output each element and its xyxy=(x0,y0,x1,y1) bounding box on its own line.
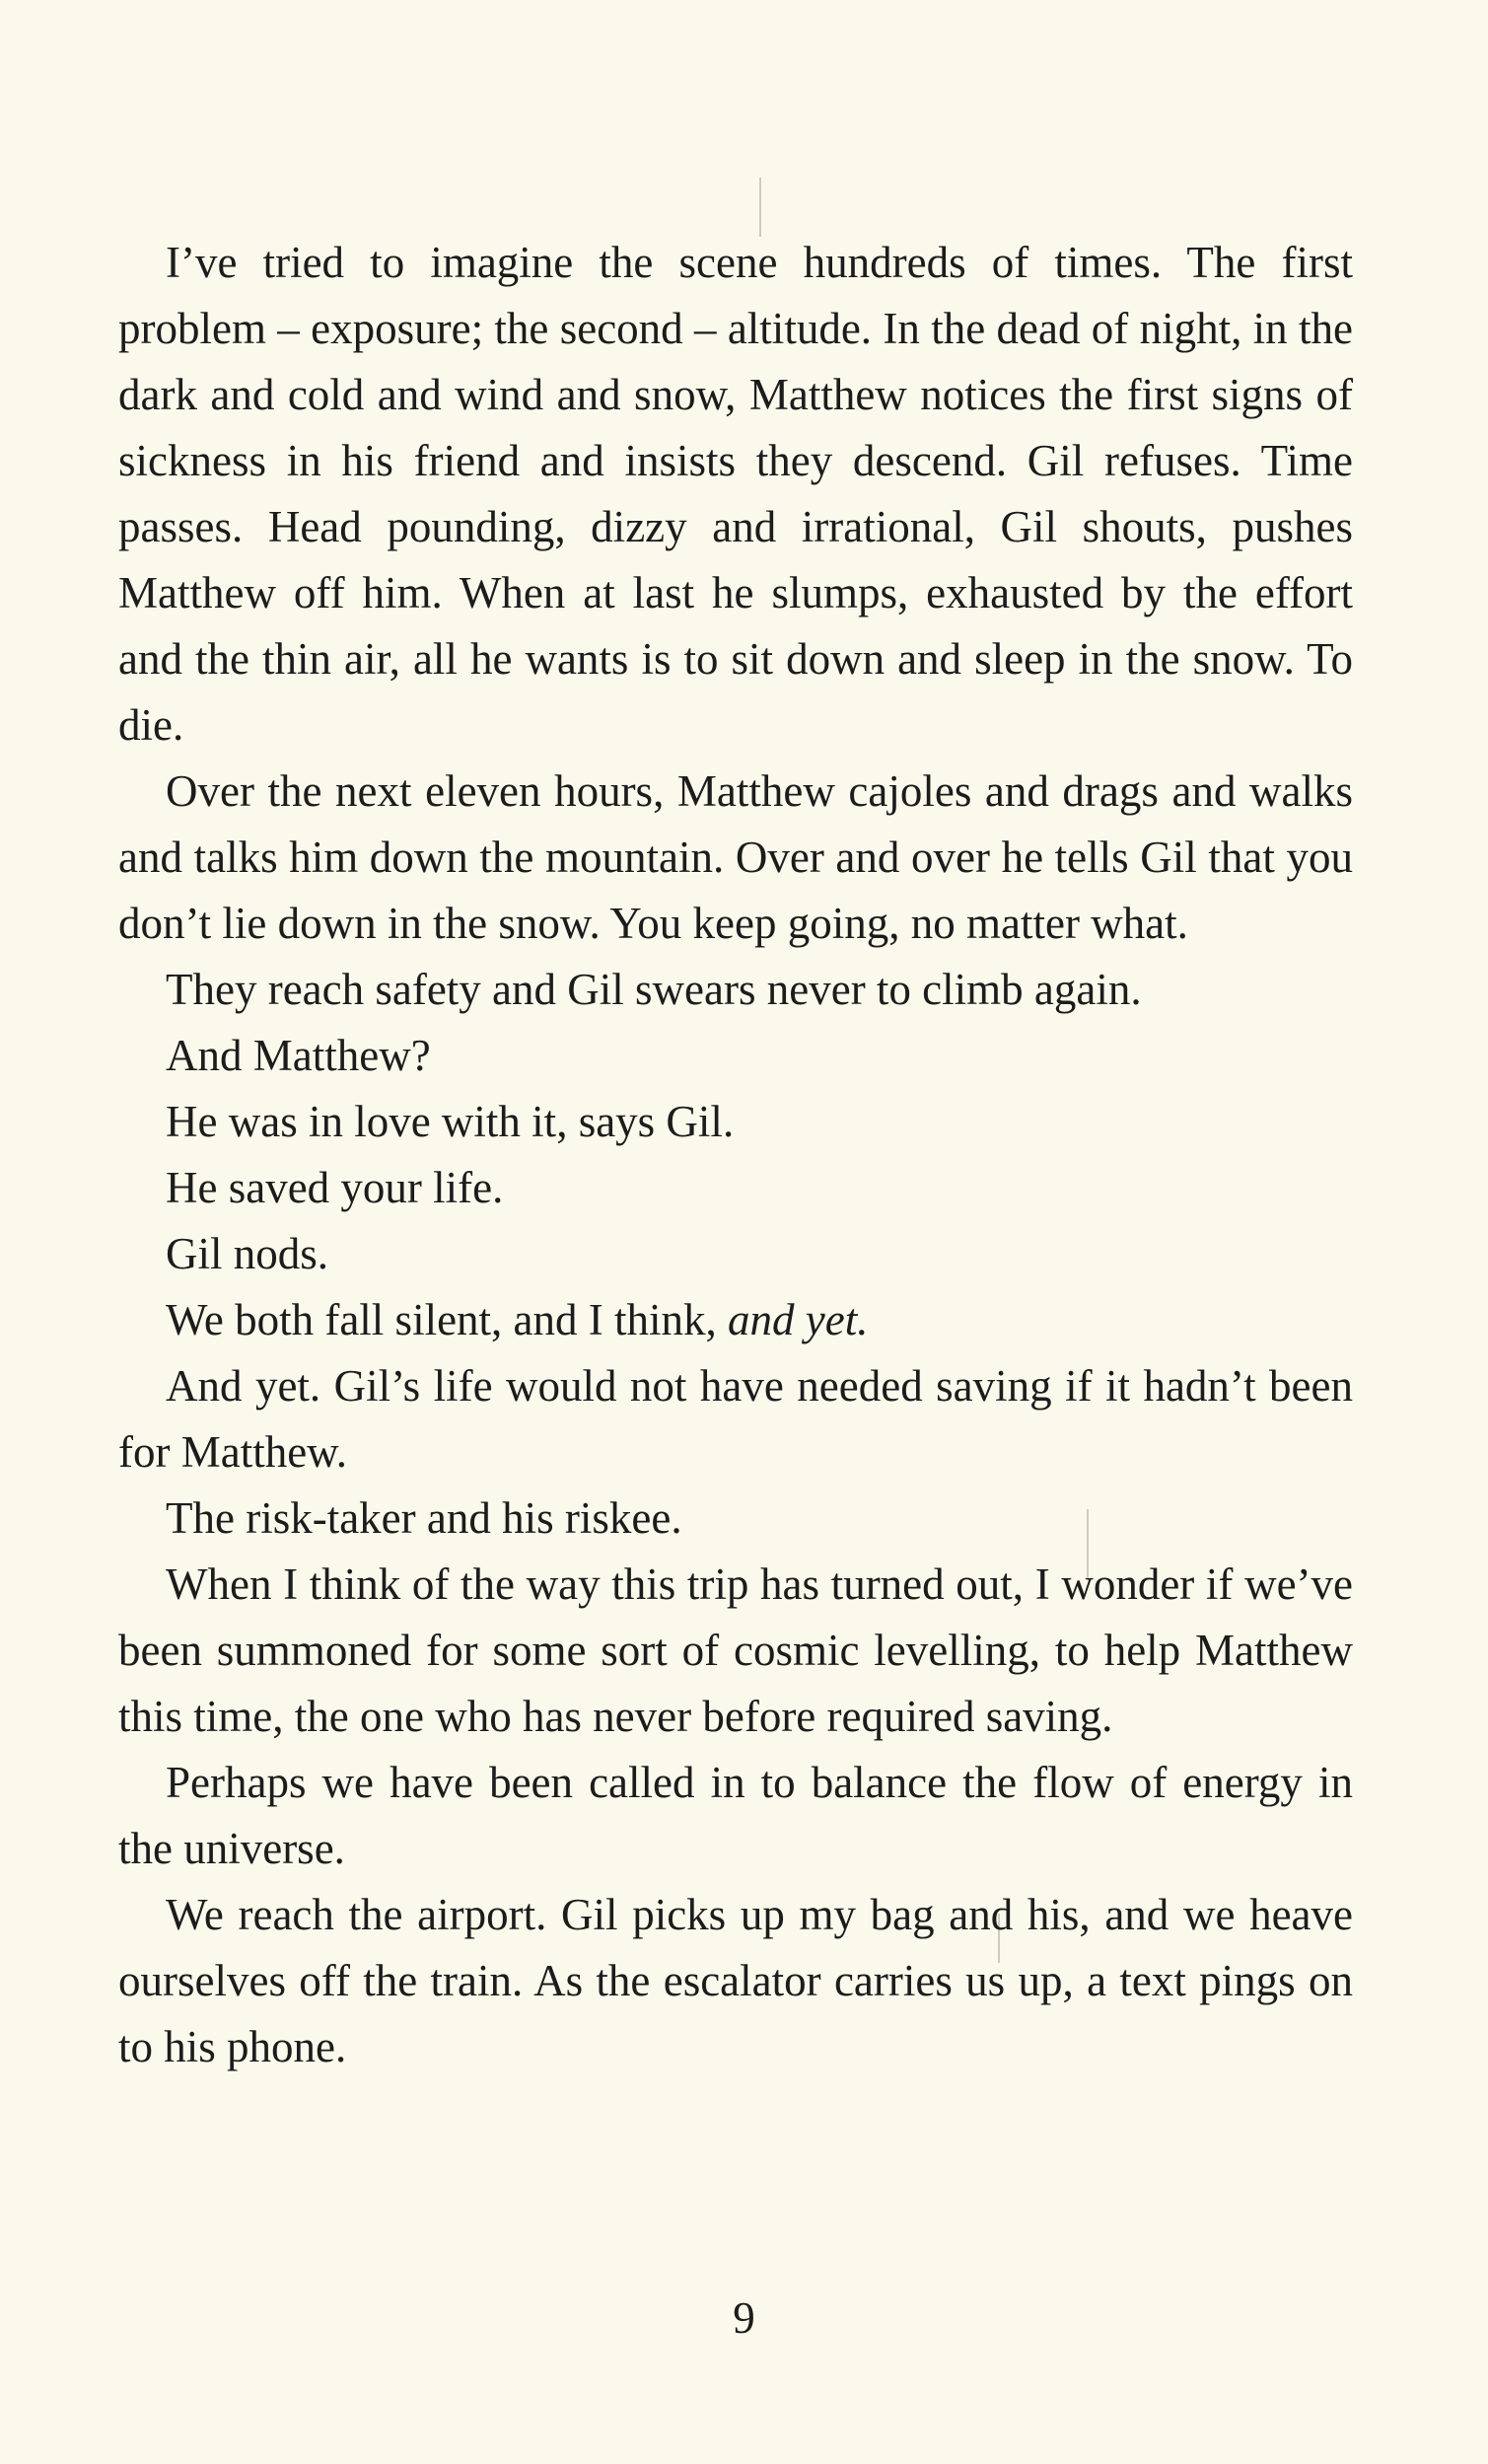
paragraph: Perhaps we have been called in to balance the flow of energy in the universe. xyxy=(118,1758,1353,1873)
scan-line-mark xyxy=(759,178,761,237)
paragraph: They reach safety and Gil swears never to climb again. xyxy=(166,965,1142,1014)
paragraph: Gil nods. xyxy=(166,1229,329,1278)
paragraph-text: We both fall silent, and I think, xyxy=(166,1295,729,1344)
paragraph: When I think of the way this trip has turned out, I wonder if we’ve been summoned for some sort of cosmic levelling, to help Matthew this time, the one who has never before required saving. xyxy=(118,1559,1353,1741)
paragraph: The risk-taker and his riskee. xyxy=(166,1493,682,1543)
page-number: 9 xyxy=(733,2293,755,2343)
paragraph: I’ve tried to imagine the scene hundreds of times. The first problem – exposure; the second – altitude. In the dead of night, in the dark and cold and wind and snow, Matthew notices the first signs of sickness in his friend and insists they descend. Gil refuses. Time passes. Head pounding, dizzy and irrational, Gil shouts, pushes Matthew off him. When at last he slumps, exhausted by the effort and the thin air, all he wants is to sit down and sleep in the snow. To die. xyxy=(118,238,1353,750)
paragraph: Over the next eleven hours, Matthew cajoles and drags and walks and talks him down the mountain. Over and over he tells Gil that you don’t lie down in the snow. You keep going, no matter what. xyxy=(118,766,1353,948)
paragraph: And yet. Gil’s life would not have needed saving if it hadn’t been for Matthew. xyxy=(118,1361,1353,1477)
italic-emphasis: and yet. xyxy=(728,1295,869,1344)
paragraph: He was in love with it, says Gil. xyxy=(166,1097,735,1146)
paragraph: We reach the airport. Gil picks up my bag and his, and we heave ourselves off the train. As the escalator carries us up, a text pings on to his phone. xyxy=(118,1890,1353,2071)
paragraph: And Matthew? xyxy=(166,1031,431,1080)
paragraph: He saved your life. xyxy=(166,1163,504,1212)
body-text xyxy=(118,230,1353,2080)
paragraph-with-emphasis xyxy=(118,1287,1353,1353)
